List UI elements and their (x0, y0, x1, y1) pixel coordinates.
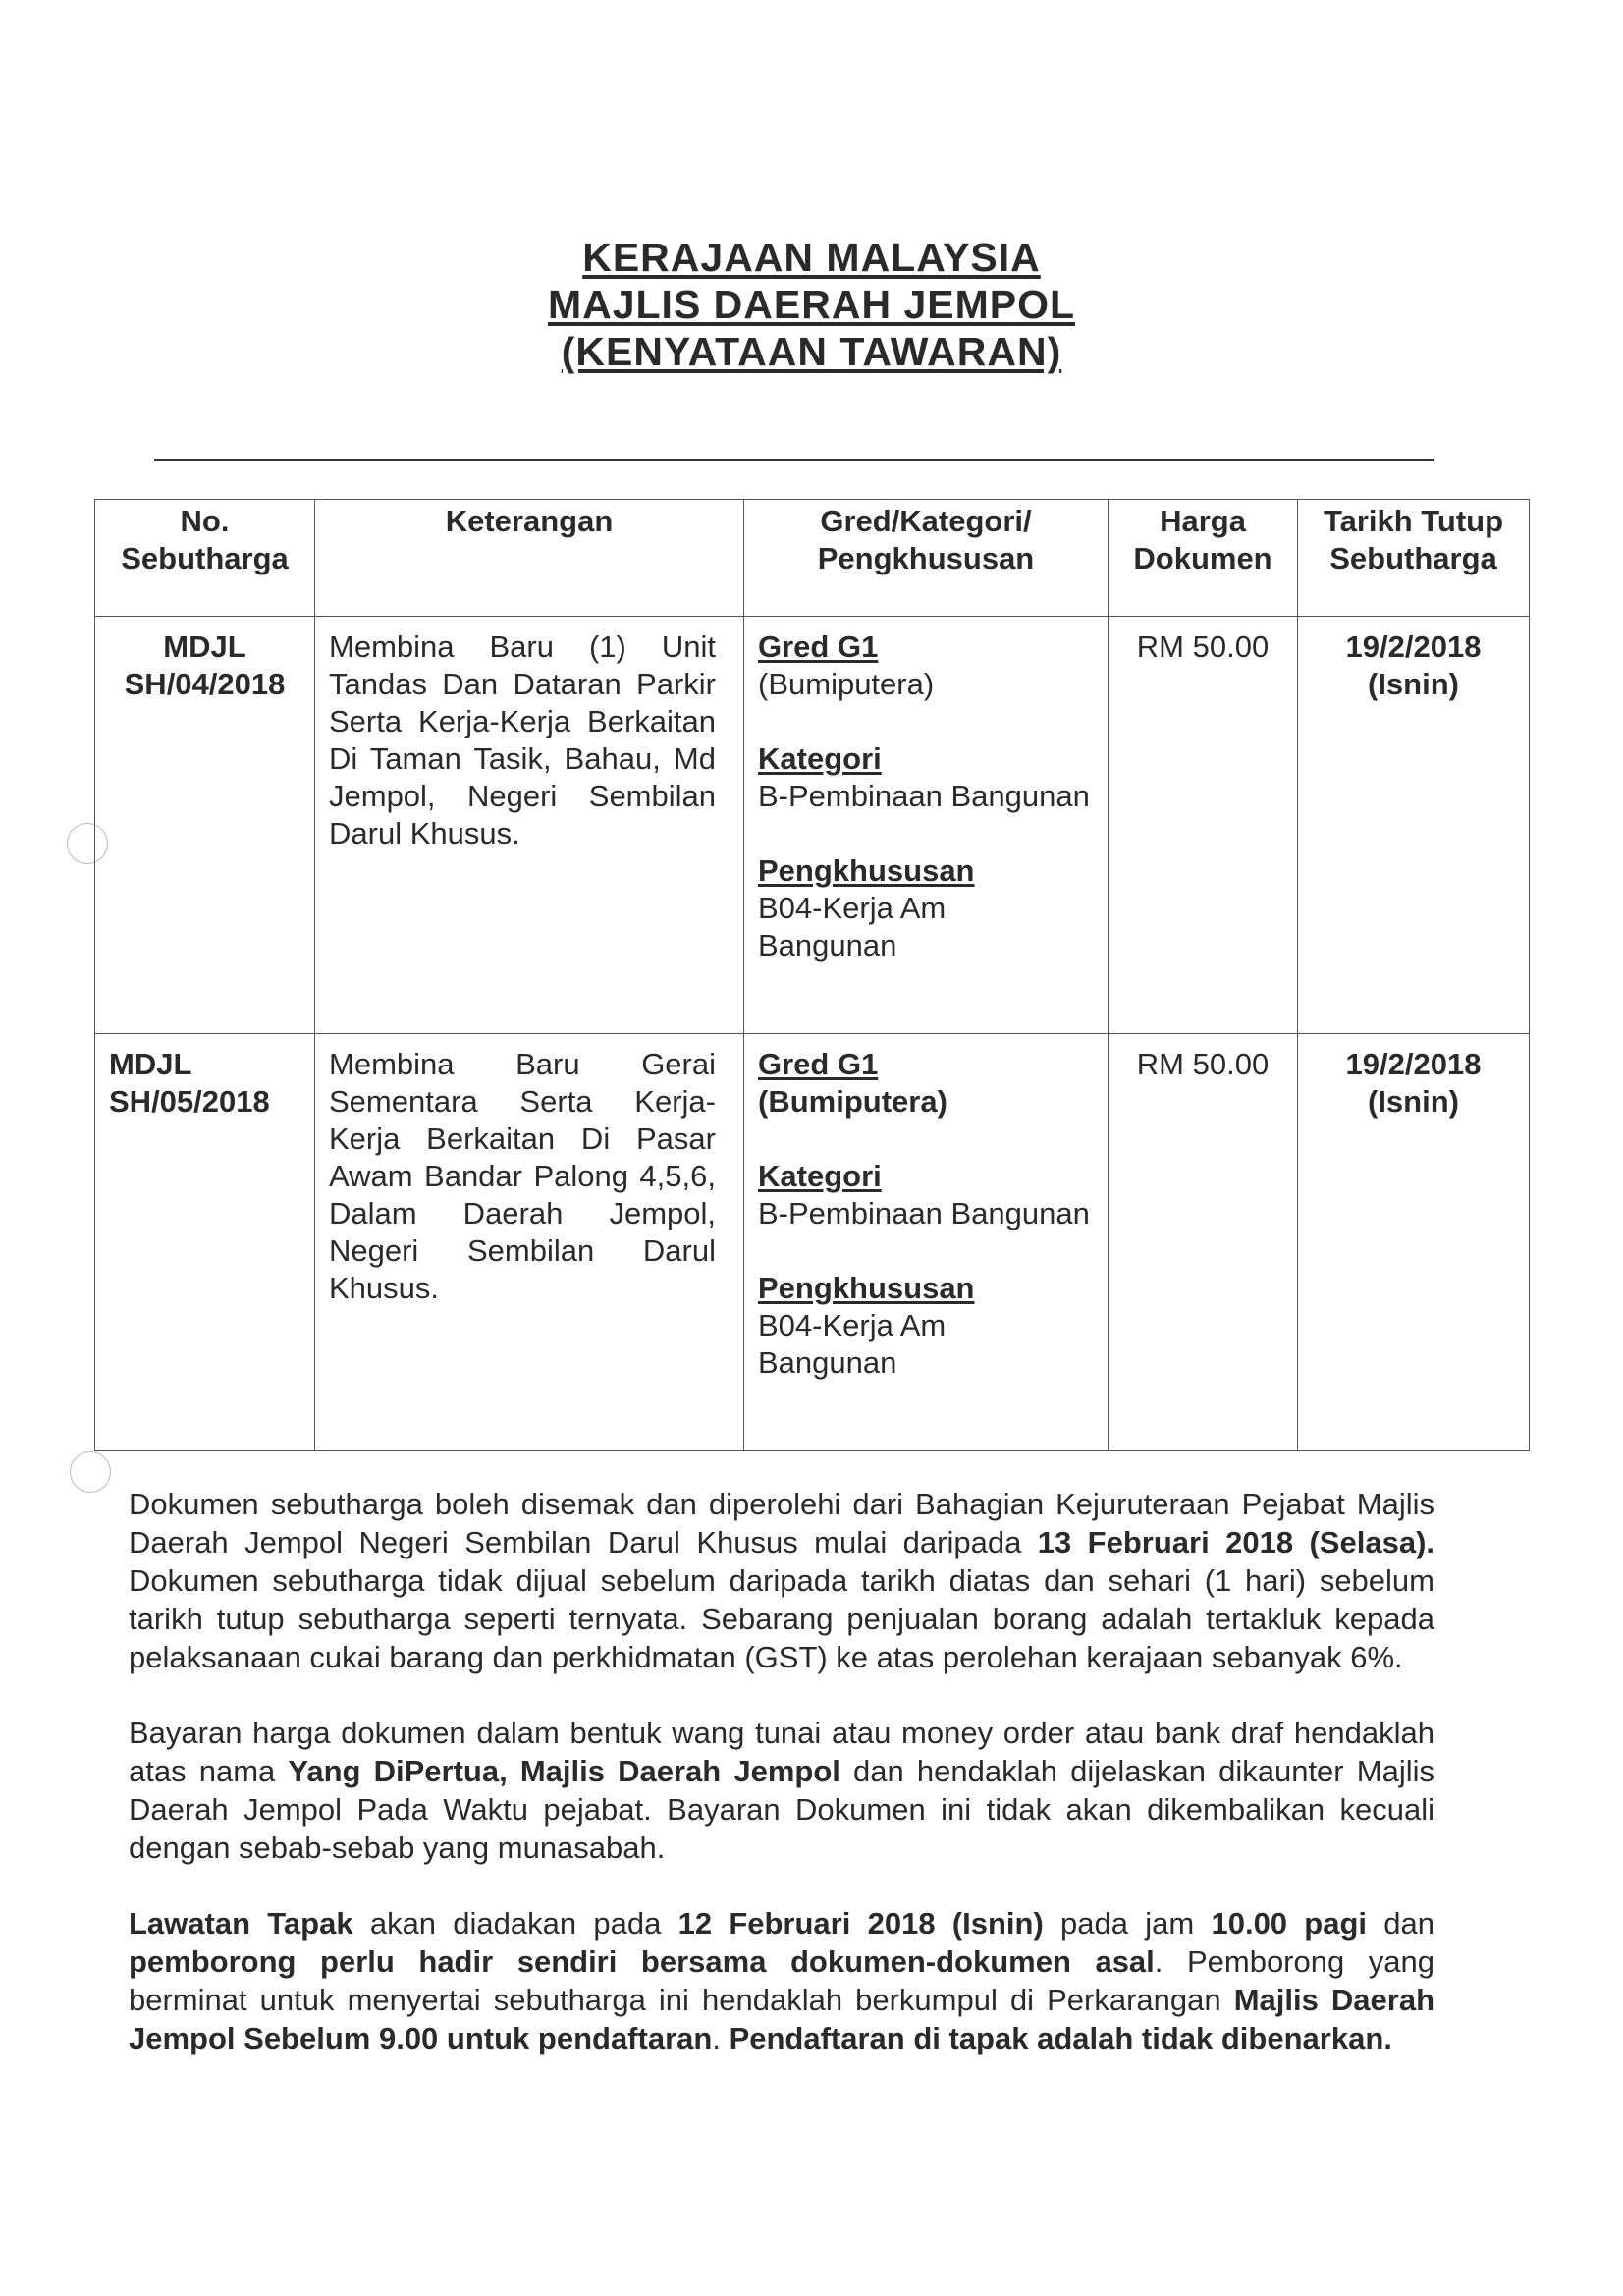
closing-date-value: 19/2/2018 (1345, 629, 1482, 664)
col-header-no: No. Sebutharga (95, 500, 315, 617)
closing-day: (Isnin) (1368, 1084, 1459, 1119)
closing-date (1298, 617, 1530, 1034)
header-line-3: (KENYATAAN TAWARAN) (561, 329, 1062, 374)
tender-table (94, 499, 1530, 1451)
pengkhususan-value: B04-Kerja Am Bangunan (758, 1308, 947, 1380)
col-header-gred: Gred/Kategori/ Pengkhususan (744, 500, 1109, 617)
quotation-number: MDJL SH/05/2018 (95, 1034, 315, 1451)
paragraph-site-visit: Lawatan Tapak akan diadakan pada 12 Februari 2018 (Isnin) pada jam 10.00 pagi dan pemborong perlu hadir sendiri bersama dokumen-dokumen asal. Pemborong yang berminat untuk menyertai sebutharga ini hendaklah berkumpul di Perkarangan Majlis Daerah Jempol Sebelum 9.00 untuk pendaftaran. Pendaftaran di tapak adalah tidak dibenarkan. (129, 1906, 1435, 2055)
header-line-1: KERAJAAN MALAYSIA (582, 235, 1041, 280)
closing-date (1298, 1034, 1530, 1451)
document-price: RM 50.00 (1109, 1034, 1298, 1451)
kategori-label: Kategori (758, 741, 882, 776)
grade-category (744, 617, 1109, 1034)
paragraph-payment: Bayaran harga dokumen dalam bentuk wang tunai atau money order atau bank draf hendaklah atas nama Yang DiPertua, Majlis Daerah Jempol dan hendaklah dijelaskan dikaunter Majlis Daerah Jempol Pada Waktu pejabat. Bayaran Dokumen ini tidak akan dikembalikan kecuali dengan sebab-sebab yang munasabah. (129, 1716, 1434, 1865)
table-row (95, 617, 1530, 1034)
header-line-2: MAJLIS DAERAH JEMPOL (547, 282, 1076, 327)
closing-date-value: 19/2/2018 (1345, 1047, 1482, 1081)
document-header (0, 234, 1623, 375)
table-header-row (95, 500, 1530, 617)
col-header-harga: Harga Dokumen (1109, 500, 1298, 617)
gred-value: (Bumiputera) (758, 667, 935, 701)
divider (154, 459, 1434, 461)
kategori-value: B-Pembinaan Bangunan (758, 779, 1090, 813)
paragraph-document-availability: Dokumen sebutharga boleh disemak dan diperolehi dari Bahagian Kejuruteraan Pejabat Majlis Daerah Jempol Negeri Sembilan Darul Khusus mulai daripada 13 Februari 2018 (Selasa). Dokumen sebutharga tidak dijual sebelum daripada tarikh diatas dan sehari (1 hari) sebelum tarikh tutup sebutharga seperti ternyata. Sebarang penjualan borang adalah tertakluk kepada pelaksanaan cukai barang dan perkhidmatan (GST) ke atas perolehan kerajaan sebanyak 6%. (129, 1487, 1434, 1674)
description: Membina Baru Gerai Sementara Serta Kerja-Kerja Berkaitan Di Pasar Awam Bandar Palong 4,5,6, Dalam Daerah Jempol, Negeri Sembilan Darul Khusus. (315, 1034, 744, 1451)
description: Membina Baru (1) Unit Tandas Dan Dataran Parkir Serta Kerja-Kerja Berkaitan Di Taman Tasik, Bahau, Md Jempol, Negeri Sembilan Darul Khusus. (315, 617, 744, 1034)
kategori-value: B-Pembinaan Bangunan (758, 1196, 1090, 1230)
gred-label: Gred G1 (758, 1047, 879, 1081)
gred-label: Gred G1 (758, 629, 879, 664)
grade-category (744, 1034, 1109, 1451)
col-header-tarikh: Tarikh Tutup Sebutharga (1298, 500, 1530, 617)
quotation-number: MDJL SH/04/2018 (95, 617, 315, 1034)
gred-value: (Bumiputera) (758, 1084, 947, 1119)
document-price: RM 50.00 (1109, 617, 1298, 1034)
punch-hole-bottom (70, 1451, 111, 1493)
pengkhususan-value: B04-Kerja Am Bangunan (758, 891, 947, 962)
kategori-label: Kategori (758, 1159, 882, 1193)
pengkhususan-label: Pengkhususan (758, 853, 975, 888)
col-header-keterangan: Keterangan (315, 500, 744, 617)
notice-body (129, 1485, 1434, 2095)
table-row (95, 1034, 1530, 1451)
pengkhususan-label: Pengkhususan (758, 1271, 975, 1305)
closing-day: (Isnin) (1368, 667, 1459, 701)
